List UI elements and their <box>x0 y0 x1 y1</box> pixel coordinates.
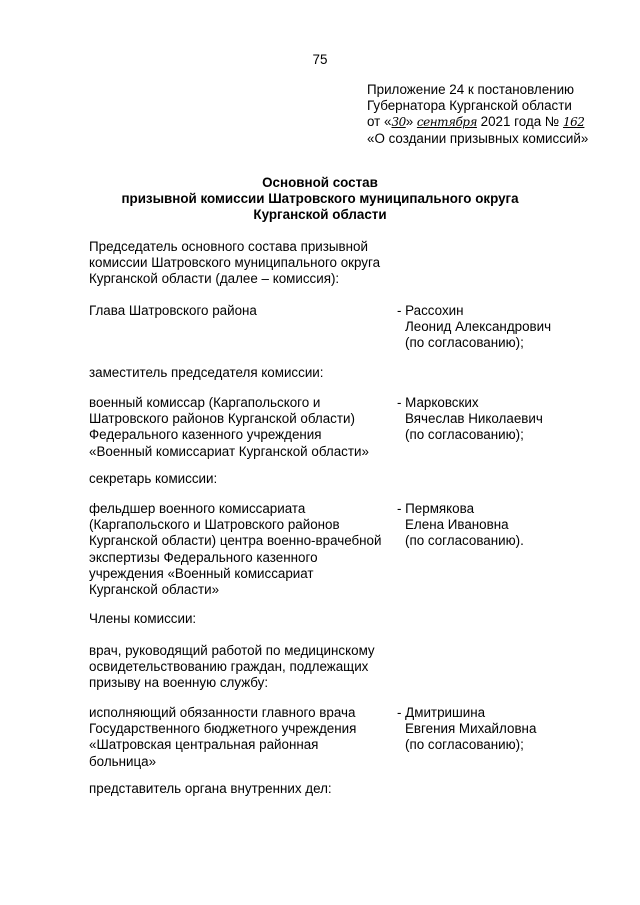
chairman-intro: Председатель основного состава призывной комиссии Шатровского муниципального округа Курганской области (далее – комиссия): <box>89 239 381 287</box>
handwritten-day: 30 <box>391 115 406 130</box>
doctor-person: - Дмитришина Евгения Михайловна (по согласованию); <box>397 705 537 753</box>
secretary-person: - Пермякова Елена Ивановна (по согласованию). <box>397 501 524 549</box>
title-line-2: призывной комиссии Шатровского муниципального округа <box>121 191 519 207</box>
title-line-1: Основной состав <box>262 175 378 190</box>
doctor-intro: врач, руководящий работой по медицинскому освидетельствованию граждан, подлежащих призыву на военную службу: <box>89 643 375 691</box>
title-line-3: Курганской области <box>253 207 387 223</box>
police-heading: представитель органа внутренних дел: <box>89 781 332 796</box>
page-number: 75 <box>312 52 328 67</box>
date-year: 2021 года № <box>476 114 563 130</box>
deputy-position: военный комиссар (Каргапольского и Шатровского районов Курганской области) Федерального казенного учреждения «Военный комиссариат Курганской области» <box>89 395 369 459</box>
handwritten-month: сентября <box>416 115 477 130</box>
deputy-heading: заместитель председателя комиссии: <box>89 365 324 380</box>
document-title <box>0 175 640 224</box>
date-mid: » <box>405 114 417 130</box>
members-heading: Члены комиссии: <box>89 611 197 626</box>
handwritten-number: 162 <box>562 115 585 130</box>
secretary-heading: секретарь комиссии: <box>89 471 218 486</box>
secretary-position: фельдшер военного комиссариата (Каргапольского и Шатровского районов Курганской области) центра военно-врачебной экспертизы Федерального казенного учреждения «Военный комиссариат Курганской области» <box>89 501 382 598</box>
date-prefix: от « <box>367 114 392 130</box>
appendix-line-4: «О создании призывных комиссий» <box>367 130 589 146</box>
appendix-line-2: Губернатора Курганской области <box>367 98 572 114</box>
appendix-line-3 <box>367 114 632 130</box>
deputy-person: - Марковских Вячеслав Николаевич (по согласованию); <box>397 395 543 443</box>
chairman-position: Глава Шатровского района <box>89 303 257 318</box>
appendix-line-1: Приложение 24 к постановлению <box>367 82 575 97</box>
doctor-position: исполняющий обязанности главного врача Государственного бюджетного учреждения «Шатровская центральная районная больница» <box>89 705 357 769</box>
appendix-reference <box>367 82 632 147</box>
chairman-person: - Рассохин Леонид Александрович (по согласованию); <box>397 303 552 351</box>
